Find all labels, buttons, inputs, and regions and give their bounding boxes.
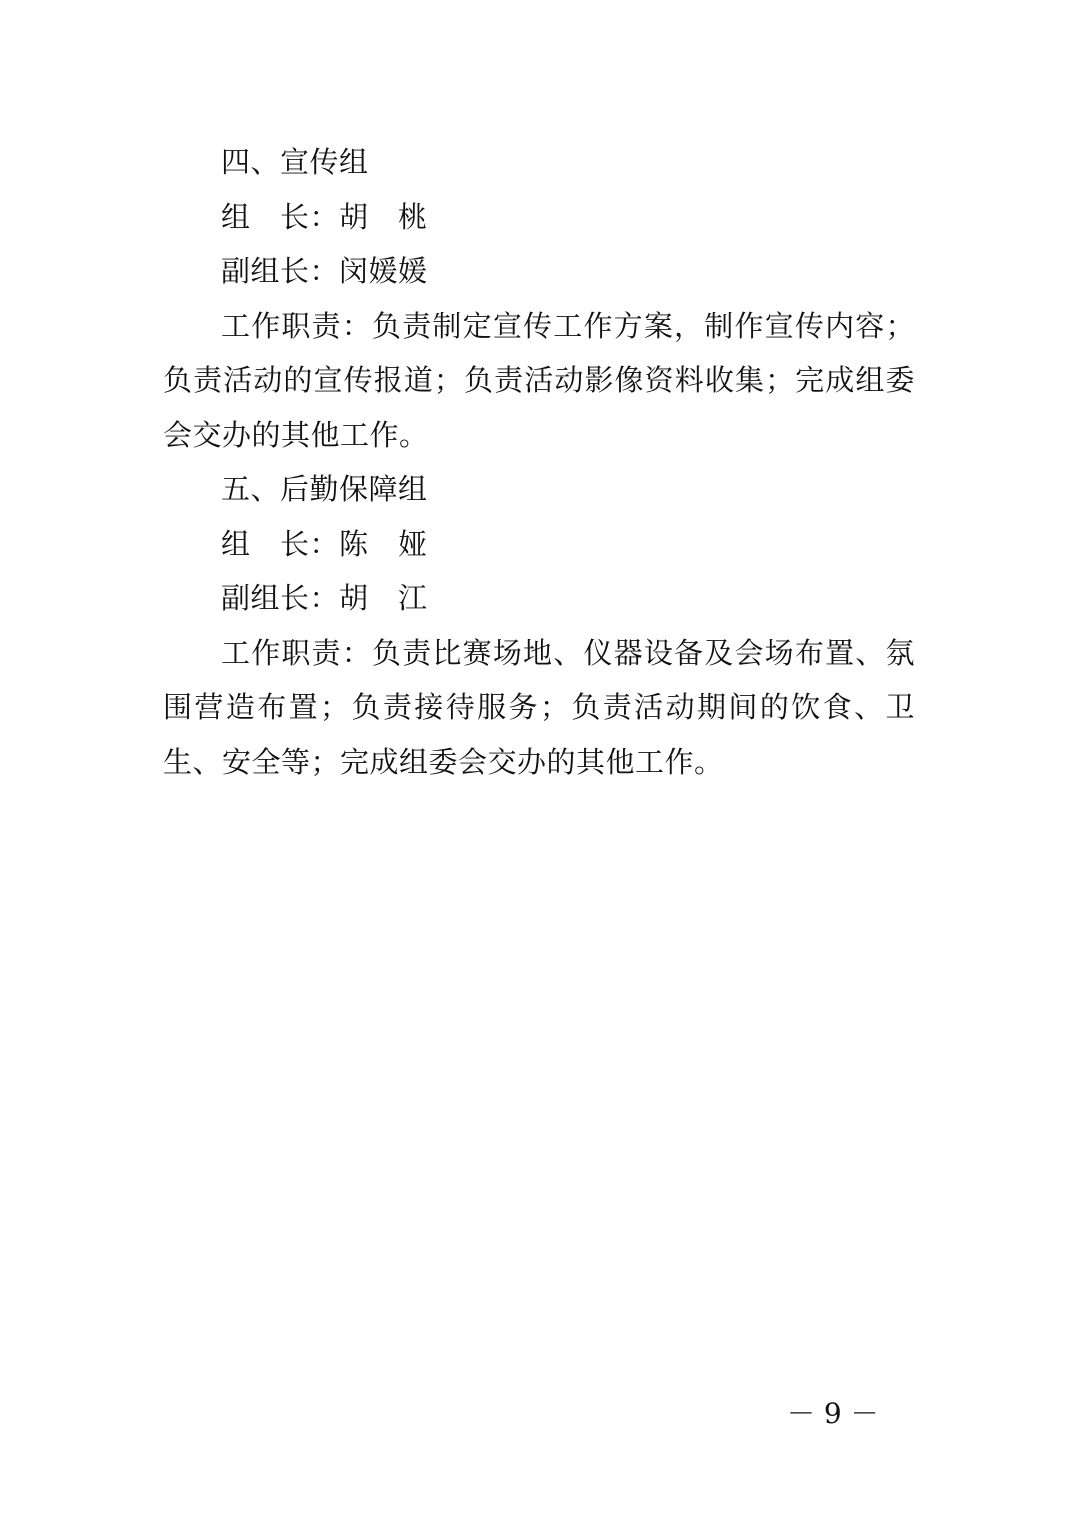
logistics-deputy-leader: 副组长：胡 江: [221, 581, 428, 615]
section-heading-publicity: 四、宣传组: [221, 145, 369, 179]
publicity-deputy-leader: 副组长：闵媛媛: [221, 254, 428, 288]
logistics-leader: 组 长：陈 娅: [221, 526, 428, 561]
publicity-leader: 组 长：胡 桃: [221, 199, 428, 234]
publicity-duties: 工作职责：负责制定宣传工作方案，制作宣传内容；负责活动的宣传报道；负责活动影像资料收集；完成组委会交办的其他工作。: [163, 308, 915, 452]
logistics-duties: 工作职责：负责比赛场地、仪器设备及会场布置、氛围营造布置；负责接待服务；负责活动期间的饮食、卫生、安全等；完成组委会交办的其他工作。: [163, 635, 915, 779]
page-number: － 9 －: [787, 1397, 879, 1430]
document-body: [163, 135, 915, 789]
section-heading-logistics: 五、后勤保障组: [221, 472, 428, 506]
